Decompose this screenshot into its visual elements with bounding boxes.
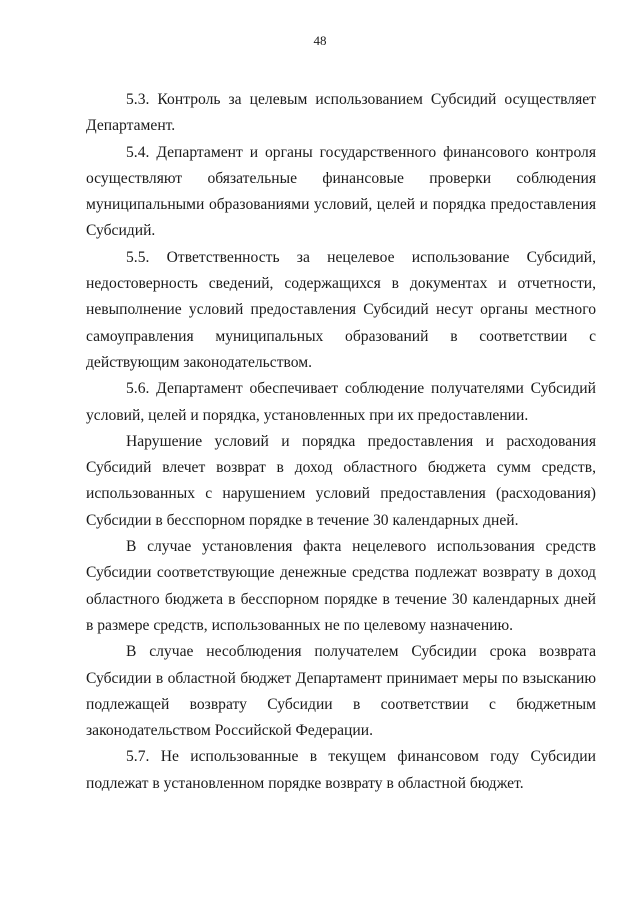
document-body xyxy=(86,87,596,797)
paragraph-enforcement: В случае несоблюдения получателем Субсидии срока возврата Субсидии в областной бюджет Департамент принимает меры по взысканию подлежащей возврату Субсидии в соответствии с бюджетным законодательством Российской Федерации. xyxy=(86,643,596,740)
paragraph-5-5: 5.5. Ответственность за нецелевое использование Субсидий, недостоверность сведений, содержащихся в документах и отчетности, невыполнение условий предоставления Субсидий несут органы местного самоуправления муниципальных образований в соответствии с действующим законодательством. xyxy=(86,248,596,371)
paragraph-5-4: 5.4. Департамент и органы государственного финансового контроля осуществляют обязательные финансовые проверки соблюдения муниципальными образованиями условий, целей и порядка предоставления Субсидий. xyxy=(86,143,596,240)
paragraph-5-3: 5.3. Контроль за целевым использованием Субсидий осуществляет Департамент. xyxy=(86,91,596,135)
page-number: 48 xyxy=(313,33,327,48)
paragraph-5-6: 5.6. Департамент обеспечивает соблюдение получателями Субсидий условий, целей и порядка, установленных при их предоставлении. xyxy=(86,380,596,424)
paragraph-misuse-return: В случае установления факта нецелевого использования средств Субсидии соответствующие денежные средства подлежат возврату в доход областного бюджета в бесспорном порядке в течение 30 календарных дней в размере средств, использованных не по целевому назначению. xyxy=(86,538,596,634)
paragraph-violation-return: Нарушение условий и порядка предоставления и расходования Субсидий влечет возврат в доход областного бюджета сумм средств, использованных с нарушением условий предоставления (расходования) Субсидии в бесспорном порядке в течение 30 календарных дней. xyxy=(86,432,596,529)
paragraph-5-7: 5.7. Не использованные в текущем финансовом году Субсидии подлежат в установленном порядке возврату в областной бюджет. xyxy=(86,748,596,792)
